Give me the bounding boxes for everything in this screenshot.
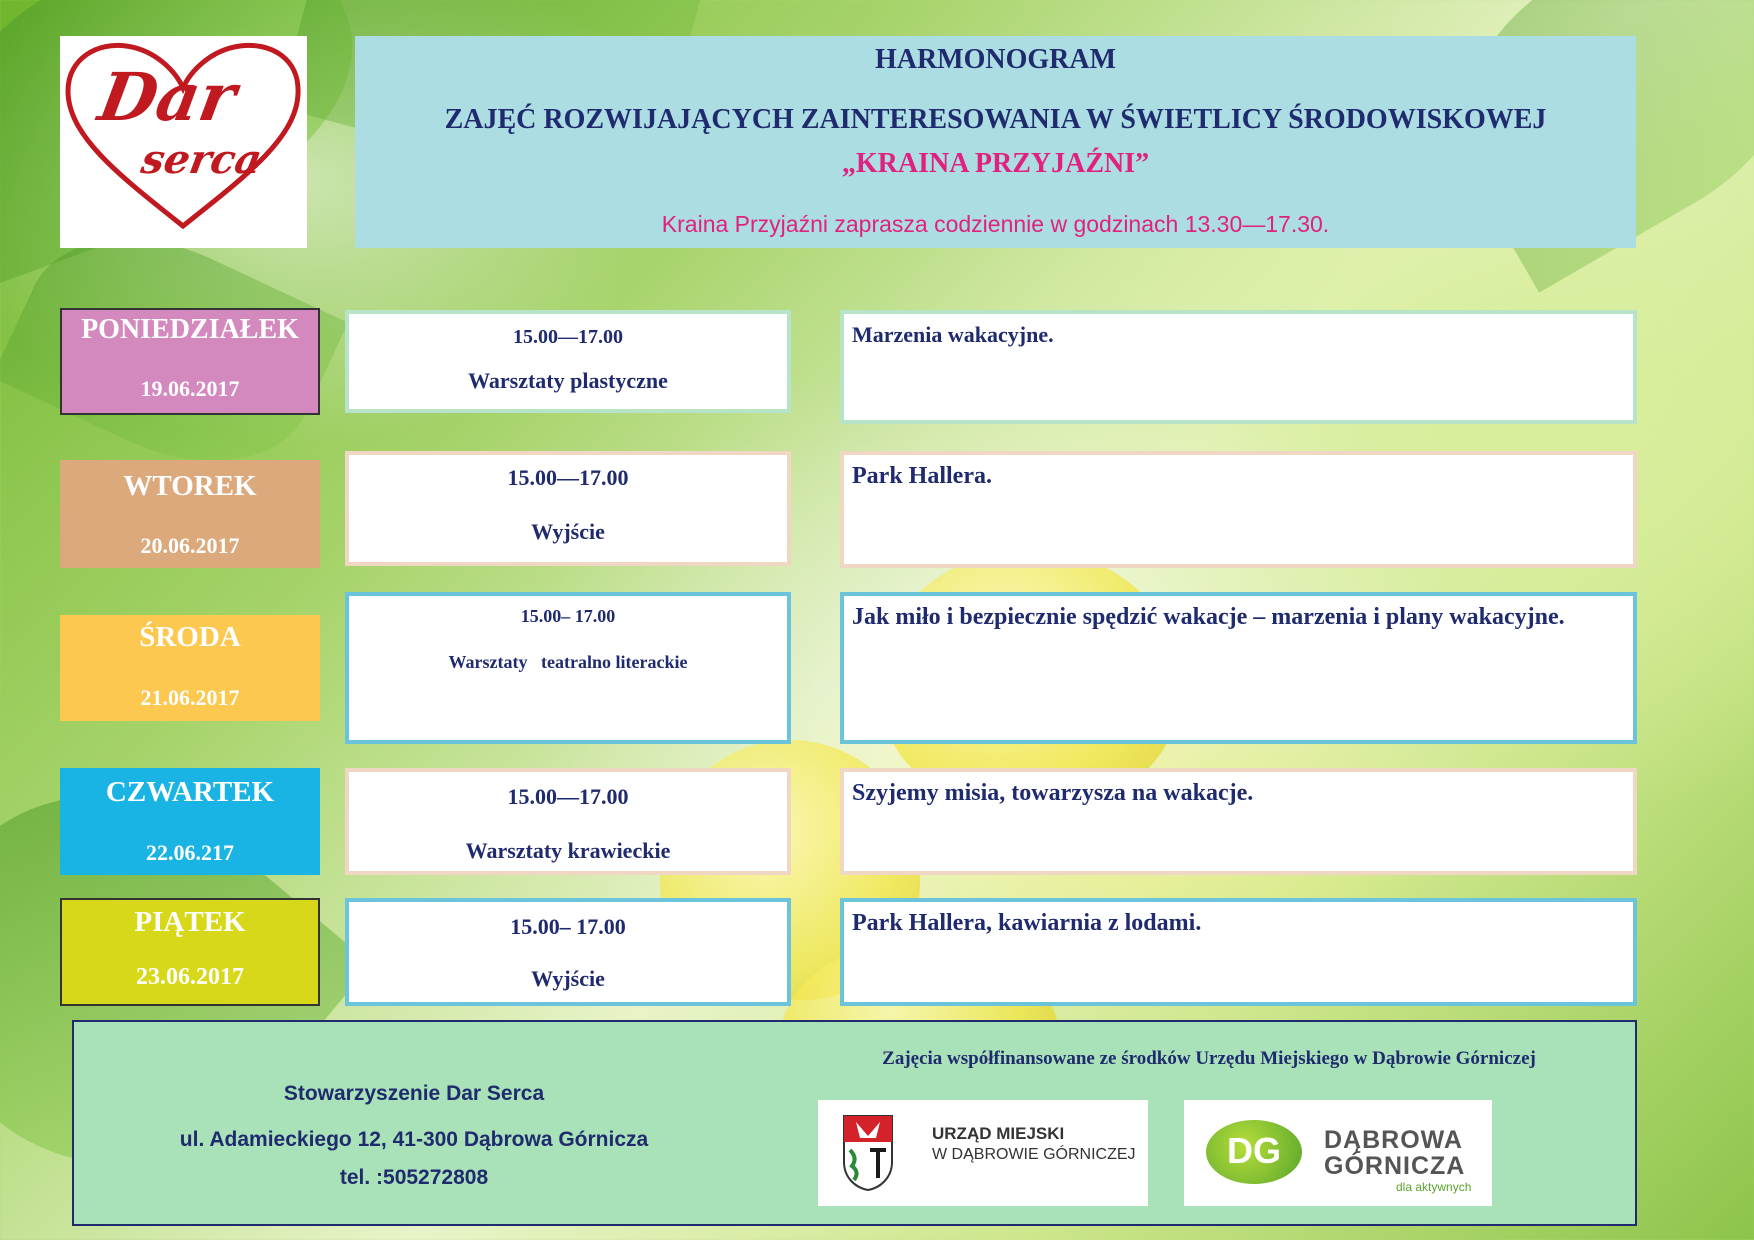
time-range: 15.00– 17.00 [510, 914, 626, 939]
dg-logo-letters: DG [1227, 1130, 1281, 1171]
day-label-tuesday [60, 460, 320, 568]
activity-description: Park Hallera, kawiarnia z lodami. [852, 910, 1202, 936]
time-cell [345, 592, 791, 744]
sponsor-dabrowa-gornicza [1184, 1100, 1492, 1206]
logo-text-dar: Dar [93, 58, 242, 136]
activity-name: Wyjście [531, 966, 605, 991]
cofunding-note: Zajęcia współfinansowane ze środków Urzędu Miejskiego w Dąbrowie Górniczej [882, 1048, 1536, 1069]
activity-description: Szyjemy misia, towarzysza na wakacje. [852, 780, 1254, 806]
day-label-wednesday [60, 615, 320, 721]
time-cell [345, 898, 791, 1006]
sponsor-dabrowa-tagline: dla aktywnych [1396, 1180, 1472, 1194]
page-title: HARMONOGRAM [874, 44, 1117, 75]
day-name: ŚRODA [139, 621, 241, 653]
organization-name: Stowarzyszenie Dar Serca [283, 1082, 545, 1105]
coat-of-arms-icon [840, 1112, 896, 1192]
activity-name: Warsztaty plastyczne [468, 368, 668, 393]
activity-name: Wyjście [531, 519, 605, 544]
day-date: 23.06.2017 [136, 964, 244, 990]
description-cell [840, 451, 1637, 568]
page-subtitle: ZAJĘĆ ROZWIJAJĄCYCH ZAINTERESOWANIA W ŚWIETLICY ŚRODOWISKOWEJ [444, 104, 1547, 135]
sponsor-urzad-line2: W DĄBROWIE GÓRNICZEJ [932, 1146, 1136, 1163]
time-cell [345, 451, 791, 566]
logo-text-serca: serca [137, 136, 266, 183]
organization-address: ul. Adamieckiego 12, 41-300 Dąbrowa Górnicza [179, 1128, 649, 1151]
description-cell [840, 898, 1637, 1006]
time-cell [345, 768, 791, 875]
header-banner [355, 36, 1636, 248]
day-name: CZWARTEK [105, 776, 275, 808]
sponsor-dabrowa-line2: GÓRNICZA [1324, 1152, 1466, 1180]
time-range: 15.00—17.00 [507, 784, 629, 809]
activity-description: Jak miło i bezpiecznie spędzić wakacje – marzenia i plany wakacyjne. [852, 604, 1565, 630]
day-name: PIĄTEK [134, 906, 246, 938]
activity-description: Park Hallera. [852, 463, 992, 489]
day-label-friday [60, 898, 320, 1006]
sponsor-dabrowa-line1: DĄBROWA [1324, 1126, 1463, 1154]
description-cell [840, 592, 1637, 744]
opening-hours-note: Kraina Przyjaźni zaprasza codziennie w godzinach 13.30—17.30. [661, 211, 1330, 237]
time-range: 15.00—17.00 [513, 326, 623, 348]
activity-name: Warsztaty krawieckie [465, 838, 671, 863]
day-label-monday [60, 308, 320, 415]
time-range: 15.00—17.00 [507, 465, 629, 490]
description-cell [840, 310, 1637, 424]
time-cell [345, 310, 791, 413]
sponsor-urzad-miejski [818, 1100, 1148, 1206]
day-name: PONIEDZIAŁEK [81, 314, 299, 345]
dar-serca-logo [60, 36, 307, 248]
time-range: 15.00– 17.00 [520, 606, 616, 626]
day-date: 20.06.2017 [140, 533, 240, 558]
day-label-thursday [60, 768, 320, 875]
dg-logo-icon [1206, 1120, 1302, 1184]
day-date: 21.06.2017 [140, 685, 240, 710]
organization-phone: tel. :505272808 [339, 1166, 489, 1189]
sponsor-urzad-line1: URZĄD MIEJSKI [932, 1124, 1065, 1143]
activity-name: Warsztaty teatralno literackie [448, 652, 688, 672]
activity-description: Marzenia wakacyjne. [852, 322, 1054, 347]
day-date: 22.06.217 [146, 840, 234, 865]
day-date: 19.06.2017 [140, 376, 240, 401]
footer-panel [72, 1020, 1637, 1226]
description-cell [840, 768, 1637, 875]
day-name: WTOREK [123, 470, 257, 502]
venue-name: „KRAINA PRZYJAŹNI” [841, 148, 1150, 179]
